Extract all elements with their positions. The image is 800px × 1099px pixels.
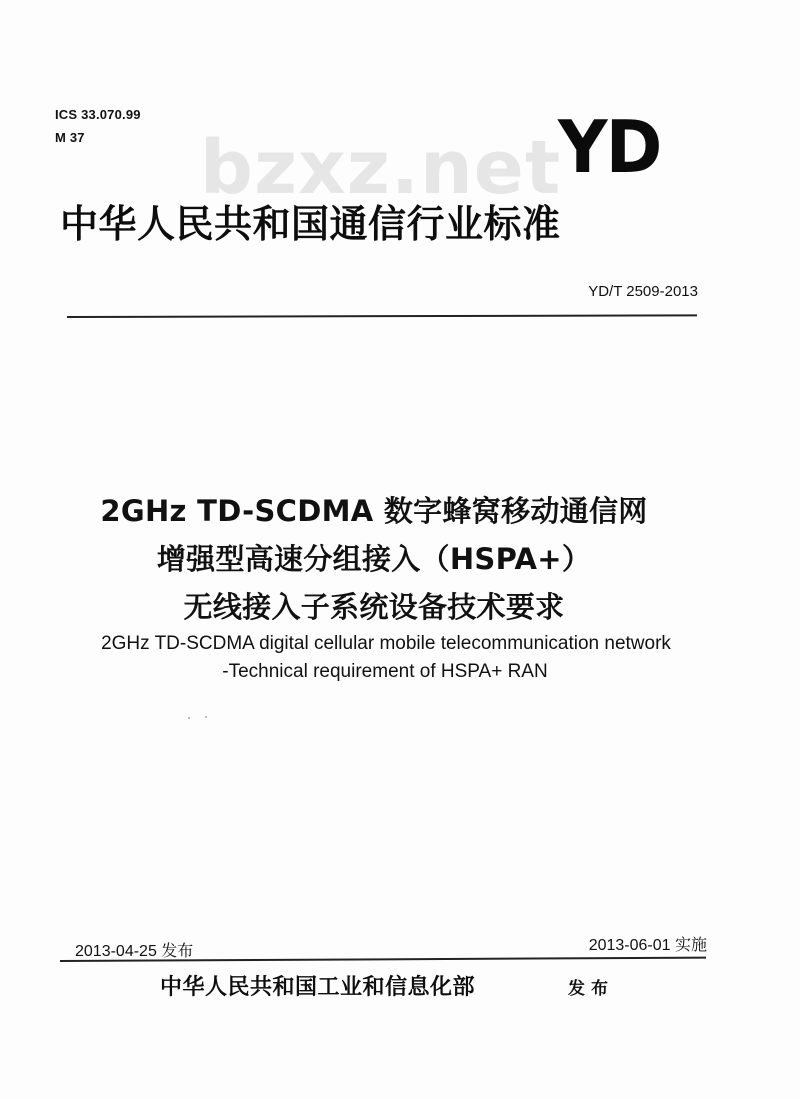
scan-speck bbox=[205, 716, 207, 718]
ccs-code: M 37 bbox=[55, 130, 85, 145]
publisher-name: 中华人民共和国工业和信息化部 bbox=[160, 974, 476, 1000]
title-en-line-1: 2GHz TD-SCDMA digital cellular mobile telecommunication network bbox=[101, 633, 671, 654]
watermark: bzxz.net bbox=[200, 125, 562, 211]
issue-date: 2013-04-25 发布 bbox=[75, 943, 194, 960]
implementation-date: 2013-06-01 实施 bbox=[588, 937, 707, 954]
title-cn-line-2: 增强型高速分组接入（HSPA+） bbox=[156, 542, 592, 576]
publisher-action: 发布 bbox=[568, 979, 614, 999]
title-cn-line-1: 2GHz TD-SCDMA 数字蜂窝移动通信网 bbox=[100, 494, 648, 528]
title-en-line-2: -Technical requirement of HSPA+ RAN bbox=[222, 661, 548, 682]
ics-code: ICS 33.070.99 bbox=[55, 107, 141, 122]
scan-speck bbox=[188, 717, 190, 719]
title-cn-line-3: 无线接入子系统设备技术要求 bbox=[183, 590, 565, 624]
standard-number: YD/T 2509-2013 bbox=[588, 283, 698, 300]
header-divider bbox=[67, 314, 697, 318]
standard-category-title: 中华人民共和国通信行业标准 bbox=[60, 202, 561, 246]
yd-logo: YD bbox=[558, 105, 661, 189]
